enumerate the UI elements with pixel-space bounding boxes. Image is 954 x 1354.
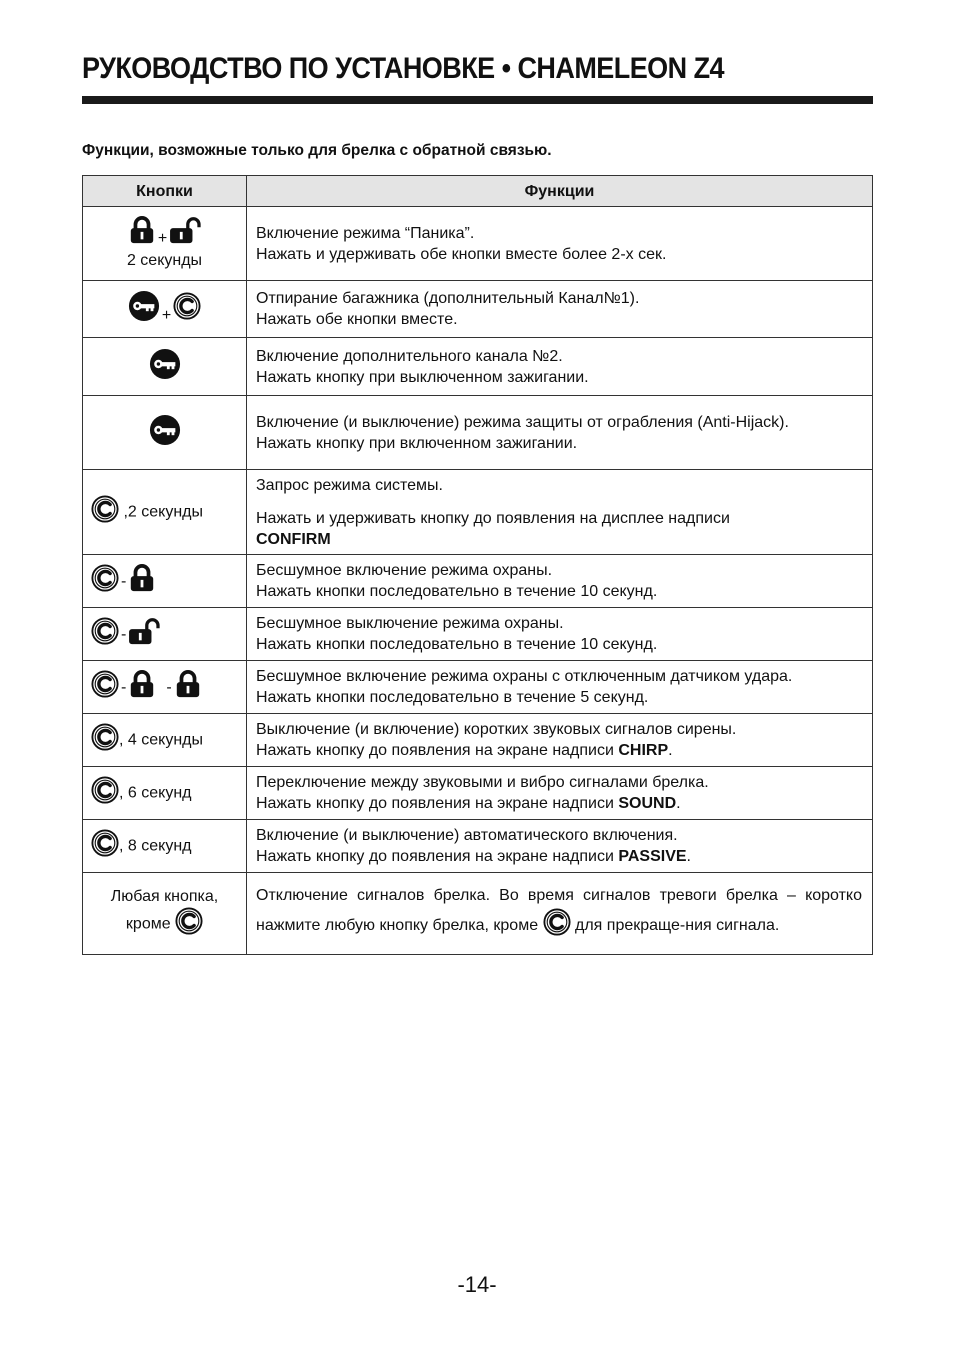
functions-cell (247, 555, 873, 608)
instruction-text: Нажать кнопку до появления на экране надписи (256, 848, 614, 865)
dash-sign: - (121, 572, 127, 590)
except-label: кроме (125, 915, 171, 933)
function-instruction: для прекраще-ния сигнала. (575, 916, 780, 934)
lock-open-icon (128, 617, 160, 651)
function-instruction: Нажать и удерживать обе кнопки вместе более 2-х сек. (256, 245, 667, 263)
function-instruction: Нажать обе кнопки вместе. (256, 311, 458, 328)
function-instruction: Нажать кнопку при выключенном зажигании. (256, 368, 589, 386)
c-button-icon (173, 292, 201, 326)
function-title: Включение (и выключение) автоматического включения. (256, 827, 678, 844)
key-button-icon (149, 414, 181, 452)
buttons-cell (83, 661, 247, 714)
function-title: Запрос режима системы. (256, 476, 443, 494)
function-instruction: Нажать и удерживать кнопку до появления на дисплее надписи (256, 509, 730, 527)
title-rule (82, 96, 873, 104)
display-keyword: PASSIVE (618, 848, 687, 865)
buttons-cell (83, 555, 247, 608)
c-button-icon (543, 908, 571, 944)
lock-closed-icon (128, 216, 156, 250)
table-row (83, 873, 873, 955)
table-row (83, 396, 873, 470)
dash-sign: - (121, 678, 127, 696)
functions-cell (247, 281, 873, 338)
hold-duration: , 4 секунды (119, 731, 203, 749)
function-title: Выключение (и включение) коротких звуковых сигналов сирены. (256, 721, 737, 738)
function-title: Отпирание багажника (дополнительный Канал№1). (256, 290, 640, 307)
table-row (83, 661, 873, 714)
plus-sign: + (161, 306, 172, 324)
table-row (83, 608, 873, 661)
function-instruction (256, 846, 862, 867)
function-title: Бесшумное выключение режима охраны. (256, 615, 564, 632)
plus-sign: + (157, 229, 168, 247)
lock-closed-icon (174, 670, 202, 704)
spacer (256, 496, 862, 508)
c-button-icon (91, 776, 119, 810)
page-title: РУКОВОДСТВО ПО УСТАНОВКЕ • CHAMELEON Z4 (82, 52, 725, 85)
table-header-row (83, 176, 873, 207)
functions-cell (247, 767, 873, 820)
functions-cell (247, 714, 873, 767)
functions-cell (247, 338, 873, 396)
period: . (686, 848, 691, 865)
c-button-icon (91, 564, 119, 598)
functions-cell (247, 207, 873, 281)
function-title: Переключение между звуковыми и вибро сигналами брелка. (256, 774, 709, 791)
table-row (83, 767, 873, 820)
buttons-cell (83, 470, 247, 555)
c-button-icon (91, 670, 119, 704)
function-instruction: Нажать кнопки последовательно в течение 5 секунд. (256, 689, 649, 706)
function-instruction (256, 740, 862, 761)
column-header-buttons: Кнопки (83, 176, 247, 207)
functions-cell (247, 873, 873, 955)
function-title: Отключение сигналов брелка. Во время сигналов тревоги брелка – коротко нажмите любую кнопку брелка, кроме (256, 886, 862, 934)
buttons-cell (83, 820, 247, 873)
buttons-cell (83, 714, 247, 767)
functions-cell (247, 661, 873, 714)
instruction-text: Нажать кнопку до появления на экране надписи (256, 742, 614, 759)
c-button-icon (91, 723, 119, 757)
c-button-icon (175, 907, 203, 941)
key-button-icon (128, 290, 160, 328)
lock-closed-icon (128, 670, 156, 704)
table-row (83, 714, 873, 767)
hold-duration: ,2 секунды (123, 503, 203, 521)
functions-cell (247, 608, 873, 661)
function-instruction: Нажать кнопку при включенном зажигании. (256, 434, 578, 452)
section-subtitle: Функции, возможные только для брелка с обратной связью. (82, 142, 552, 159)
table-row (83, 555, 873, 608)
buttons-cell (83, 207, 247, 281)
dash-sign: - (166, 678, 172, 696)
table-row (83, 470, 873, 555)
table-row (83, 338, 873, 396)
functions-cell (247, 820, 873, 873)
display-keyword: CHIRP (618, 742, 669, 759)
functions-cell (247, 470, 873, 555)
buttons-cell (83, 338, 247, 396)
buttons-cell (83, 873, 247, 955)
function-title: Включение дополнительного канала №2. (256, 347, 563, 365)
display-keyword: CONFIRM (256, 530, 331, 548)
page-number: -14- (457, 1272, 497, 1297)
functions-cell (247, 396, 873, 470)
buttons-cell (83, 767, 247, 820)
table-row (83, 281, 873, 338)
function-instruction (256, 793, 862, 814)
hold-duration: , 8 секунд (119, 837, 192, 855)
function-instruction: Нажать кнопки последовательно в течение 10 секунд. (256, 636, 658, 653)
function-title: Бесшумное включение режима охраны с отключенным датчиком удара. (256, 668, 793, 685)
function-title: Включение (и выключение) режима защиты от ограбления (Anti-Hijack). (256, 413, 789, 431)
c-button-icon (91, 495, 119, 529)
functions-table (82, 175, 873, 955)
display-keyword: SOUND (618, 795, 677, 812)
hold-duration: 2 секунды (126, 252, 203, 269)
function-title: Бесшумное включение режима охраны. (256, 562, 553, 579)
buttons-cell (83, 281, 247, 338)
hold-duration: , 6 секунд (119, 784, 192, 802)
c-button-icon (91, 617, 119, 651)
table-row (83, 207, 873, 281)
any-button-label: Любая кнопка, (110, 888, 219, 905)
column-header-functions: Функции (247, 176, 873, 207)
buttons-cell (83, 608, 247, 661)
function-title: Включение режима “Паника”. (256, 224, 475, 242)
instruction-text: Нажать кнопку до появления на экране надписи (256, 795, 614, 812)
lock-closed-icon (128, 564, 156, 598)
period: . (668, 742, 673, 759)
lock-open-icon (169, 216, 201, 250)
buttons-cell (83, 396, 247, 470)
table-row (83, 820, 873, 873)
period: . (676, 795, 681, 812)
key-button-icon (149, 348, 181, 386)
c-button-icon (91, 829, 119, 863)
dash-sign: - (121, 625, 127, 643)
function-instruction: Нажать кнопки последовательно в течение 10 секунд. (256, 583, 658, 600)
